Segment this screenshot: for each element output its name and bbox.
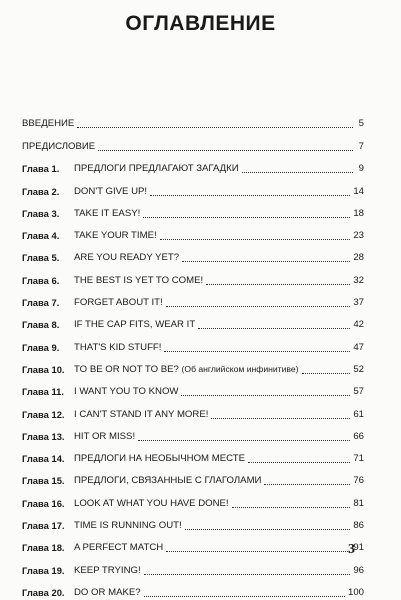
toc-entry-page: 28 — [353, 252, 364, 264]
toc-entry-title — [74, 587, 141, 600]
dot-leader — [160, 238, 351, 240]
dot-leader — [182, 260, 350, 262]
toc-entry-preface[interactable] — [22, 131, 364, 154]
toc-entry-page: 52 — [353, 363, 364, 375]
toc-entry-page: 5 — [358, 118, 364, 129]
chapter-title: THAT'S KID STUFF! — [74, 341, 162, 353]
toc-entry-chapter-8[interactable] — [22, 310, 364, 332]
chapter-label: Глава 1. — [22, 163, 60, 175]
toc-entry-chapter-17[interactable] — [22, 511, 364, 533]
toc-entry-chapter-20[interactable] — [22, 578, 364, 600]
toc-entry-chapter-10[interactable] — [22, 355, 364, 377]
chapter-title: ARE YOU READY YET? — [74, 252, 180, 264]
chapter-label: Глава 18. — [22, 542, 65, 554]
toc-entry-title — [74, 208, 140, 221]
toc-entry-title — [74, 230, 157, 243]
toc-entry-page: 18 — [353, 207, 364, 219]
toc-entry-title — [74, 475, 261, 488]
chapter-title: KEEP TRYING! — [74, 564, 141, 576]
toc-entry-title — [74, 386, 178, 399]
toc-entry-page: 42 — [353, 319, 364, 331]
toc-entry-page: 57 — [353, 386, 364, 398]
toc-entry-page: 76 — [353, 475, 364, 487]
chapter-subtitle: (Об английском инфинитиве) — [181, 363, 299, 374]
dot-leader — [77, 126, 353, 128]
toc-entry-chapter-11[interactable] — [22, 377, 364, 399]
chapter-title: IF THE CAP FITS, WEAR IT — [74, 319, 196, 331]
toc-entry-title — [74, 186, 147, 199]
dot-leader — [242, 171, 353, 173]
toc-entry-page: 61 — [353, 408, 364, 420]
toc-entry-page: 37 — [353, 297, 364, 309]
toc-entry-title: ПРЕДИСЛОВИЕ — [22, 141, 96, 152]
toc-entry-page: 7 — [358, 141, 364, 152]
toc-entry-title — [74, 409, 208, 422]
toc-entry-page: 66 — [353, 430, 364, 442]
dot-leader — [138, 439, 350, 441]
chapter-label: Глава 14. — [22, 453, 65, 465]
toc-entry-chapter-7[interactable] — [22, 288, 364, 310]
toc-entry-page: 9 — [358, 163, 364, 175]
dot-leader — [302, 372, 351, 374]
chapter-title: I CAN'T STAND IT ANY MORE! — [74, 408, 209, 420]
chapter-title: DO OR MAKE? — [74, 586, 141, 598]
toc-entry-chapter-3[interactable] — [22, 199, 364, 221]
page-title: ОГЛАВЛЕНИЕ — [125, 12, 276, 35]
dot-leader — [98, 149, 353, 151]
chapter-title: TIME IS RUNNING OUT! — [74, 520, 182, 532]
dot-leader — [144, 573, 351, 575]
toc-entry-title — [74, 163, 239, 176]
toc-entry-title — [74, 297, 163, 310]
dot-leader — [166, 305, 351, 307]
dot-leader — [248, 461, 350, 463]
chapter-label: Глава 13. — [22, 430, 65, 442]
chapter-label: Глава 2. — [22, 185, 60, 197]
chapter-title: TO BE OR NOT TO BE? — [74, 363, 179, 375]
toc-entry-chapter-13[interactable] — [22, 422, 364, 444]
chapter-title: TAKE IT EASY! — [74, 207, 141, 219]
dot-leader — [198, 327, 350, 329]
chapter-label: Глава 15. — [22, 475, 65, 487]
chapter-label: Глава 5. — [22, 252, 60, 264]
toc-entry-page: 23 — [353, 230, 364, 242]
chapter-title: THE BEST IS YET TO COME! — [74, 274, 204, 286]
chapter-title: DON'T GIVE UP! — [74, 185, 148, 197]
chapter-label: Глава 6. — [22, 274, 60, 286]
toc-entry-chapter-19[interactable] — [22, 555, 364, 577]
table-of-contents — [22, 108, 364, 600]
toc-entry-title — [74, 252, 179, 265]
toc-entry-page: 32 — [353, 274, 364, 286]
dot-leader — [211, 417, 350, 419]
chapter-label: Глава 7. — [22, 297, 60, 309]
chapter-title: I WANT YOU TO KNOW — [74, 386, 179, 398]
toc-entry-chapter-2[interactable] — [22, 176, 364, 198]
dot-leader — [143, 216, 350, 218]
chapter-label: Глава 16. — [22, 497, 65, 509]
toc-entry-page: 47 — [353, 341, 364, 353]
toc-entry-title — [74, 453, 245, 466]
chapter-label: Глава 17. — [22, 520, 65, 532]
chapter-label: Глава 4. — [22, 230, 60, 242]
chapter-label: Глава 20. — [22, 586, 65, 598]
toc-entry-page: 100 — [347, 586, 364, 598]
chapter-title: ПРЕДЛОГИ, СВЯЗАННЫЕ С ГЛАГОЛАМИ — [74, 475, 262, 487]
page-number: 3 — [348, 542, 355, 557]
toc-entry-title — [74, 342, 161, 355]
dot-leader — [264, 483, 350, 485]
toc-entry-page: 86 — [353, 520, 364, 532]
toc-entry-title — [74, 565, 141, 578]
toc-entry-chapter-16[interactable] — [22, 488, 364, 510]
chapter-label: Глава 9. — [22, 341, 60, 353]
chapter-title: FORGET ABOUT IT! — [74, 297, 163, 309]
dot-leader — [185, 528, 351, 530]
dot-leader — [232, 506, 351, 508]
toc-entry-page: 71 — [353, 453, 364, 465]
chapter-label: Глава 12. — [22, 408, 65, 420]
toc-entry-page: 96 — [353, 564, 364, 576]
dot-leader — [144, 595, 345, 597]
toc-entry-chapter-9[interactable] — [22, 332, 364, 354]
chapter-title: A PERFECT MATCH — [74, 542, 164, 554]
toc-entry-chapter-4[interactable] — [22, 221, 364, 243]
dot-leader — [166, 550, 350, 552]
toc-entry-title — [74, 319, 195, 332]
toc-entry-page: 14 — [353, 185, 364, 197]
dot-leader — [164, 350, 350, 352]
toc-entry-title — [74, 431, 135, 444]
toc-entry-title: ВВЕДЕНИЕ — [22, 118, 75, 129]
toc-entry-chapter-6[interactable] — [22, 265, 364, 287]
toc-entry-title — [74, 520, 182, 533]
chapter-title: ПРЕДЛОГИ ПРЕДЛАГАЮТ ЗАГАДКИ — [74, 163, 239, 175]
chapter-label: Глава 3. — [22, 207, 60, 219]
chapter-title: HIT OR MISS! — [74, 430, 136, 442]
dot-leader — [206, 283, 350, 285]
toc-entry-page: 91 — [353, 542, 364, 554]
chapter-title: TAKE YOUR TIME! — [74, 230, 157, 242]
toc-entry-page: 81 — [353, 497, 364, 509]
toc-entry-title — [74, 363, 299, 377]
chapter-title: ПРЕДЛОГИ НА НЕОБЫЧНОМ МЕСТЕ — [74, 453, 245, 465]
toc-entry-chapter-18[interactable] — [22, 533, 364, 555]
chapter-label: Глава 19. — [22, 564, 65, 576]
toc-entry-chapter-14[interactable] — [22, 444, 364, 466]
chapter-label: Глава 8. — [22, 319, 60, 331]
toc-entry-introduction[interactable] — [22, 108, 364, 131]
dot-leader — [181, 394, 350, 396]
toc-entry-chapter-15[interactable] — [22, 466, 364, 488]
toc-entry-chapter-12[interactable] — [22, 399, 364, 421]
toc-entry-title — [74, 275, 203, 288]
chapter-label: Глава 10. — [22, 363, 65, 375]
dot-leader — [150, 194, 350, 196]
toc-entry-chapter-1[interactable] — [22, 154, 364, 176]
toc-entry-title — [74, 498, 229, 511]
chapter-title: LOOK AT WHAT YOU HAVE DONE! — [74, 497, 229, 509]
chapter-label: Глава 11. — [22, 386, 64, 398]
toc-entry-chapter-5[interactable] — [22, 243, 364, 265]
toc-entry-title — [74, 542, 163, 555]
chapter-list — [22, 154, 364, 600]
